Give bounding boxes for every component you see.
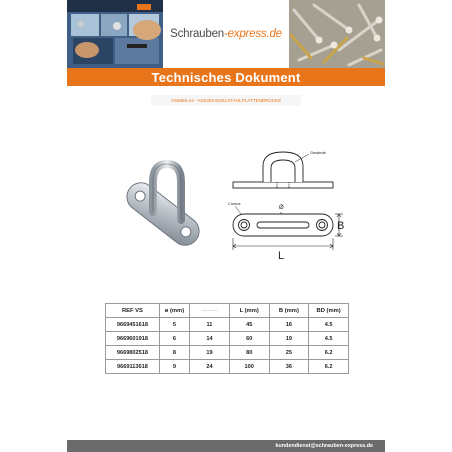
header-photo-tools: [67, 0, 163, 68]
dimension-table: [105, 303, 349, 374]
cell-bore: 6.2: [309, 346, 349, 360]
product-subtitle-bar: [151, 95, 301, 106]
table-row: [106, 346, 349, 360]
logo-text-main: Schrauben: [170, 28, 224, 40]
label-conica: Conica: [228, 201, 241, 206]
document-page: [67, 0, 385, 452]
cell-bore: 6.2: [309, 360, 349, 374]
cell-width: 19: [269, 332, 309, 346]
table-header-row: [106, 304, 349, 318]
footer-email-link[interactable]: kundendienst@schrauben-express.de: [275, 443, 373, 449]
table-row: [106, 332, 349, 346]
cell-value: 14: [190, 332, 230, 346]
col-length: L (mm): [229, 304, 269, 318]
cell-ref: 9669802518: [106, 346, 160, 360]
col-unlabeled: ——————: [190, 304, 230, 318]
logo[interactable]: [163, 0, 289, 68]
cell-width: 16: [269, 318, 309, 332]
cell-ref: 9669113618: [106, 360, 160, 374]
cell-width: 25: [269, 346, 309, 360]
cell-diameter: 5: [159, 318, 189, 332]
col-ref-vs: REF VS: [106, 304, 160, 318]
cell-value: 24: [190, 360, 230, 374]
table-row: [106, 318, 349, 332]
cell-length: 100: [229, 360, 269, 374]
cell-ref: 9669451618: [106, 318, 160, 332]
logo-text-accent: -express.de: [223, 28, 282, 40]
col-bore-diameter: BD (mm): [309, 304, 349, 318]
cell-length: 45: [229, 318, 269, 332]
document-title-banner: [67, 68, 385, 86]
cell-value: 11: [190, 318, 230, 332]
label-diameter: Ø: [279, 205, 284, 211]
col-width: B (mm): [269, 304, 309, 318]
technical-drawing: [227, 142, 347, 264]
cell-ref: 9669601918: [106, 332, 160, 346]
footer-bar: [67, 440, 385, 452]
product-image-eye-plate: [113, 142, 213, 262]
cell-bore: 4.5: [309, 332, 349, 346]
label-l: L: [278, 250, 285, 262]
cell-bore: 4.5: [309, 318, 349, 332]
label-gewinde: Gewinde: [310, 150, 326, 155]
product-subtitle: VS9669 A2 - AISI304 EDELSTAHLPLATTENBRÜCKE: [170, 98, 282, 103]
document-title: Technisches Dokument: [151, 69, 301, 85]
cell-diameter: 8: [159, 346, 189, 360]
header: [67, 0, 385, 68]
cell-value: 19: [190, 346, 230, 360]
cell-length: 80: [229, 346, 269, 360]
cell-width: 36: [269, 360, 309, 374]
cell-diameter: 9: [159, 360, 189, 374]
cell-diameter: 6: [159, 332, 189, 346]
cell-length: 60: [229, 332, 269, 346]
side-view: [233, 152, 333, 188]
label-b: B: [337, 220, 345, 232]
header-photo-screws: [289, 0, 385, 68]
col-diameter: ø (mm): [159, 304, 189, 318]
table-row: [106, 360, 349, 374]
